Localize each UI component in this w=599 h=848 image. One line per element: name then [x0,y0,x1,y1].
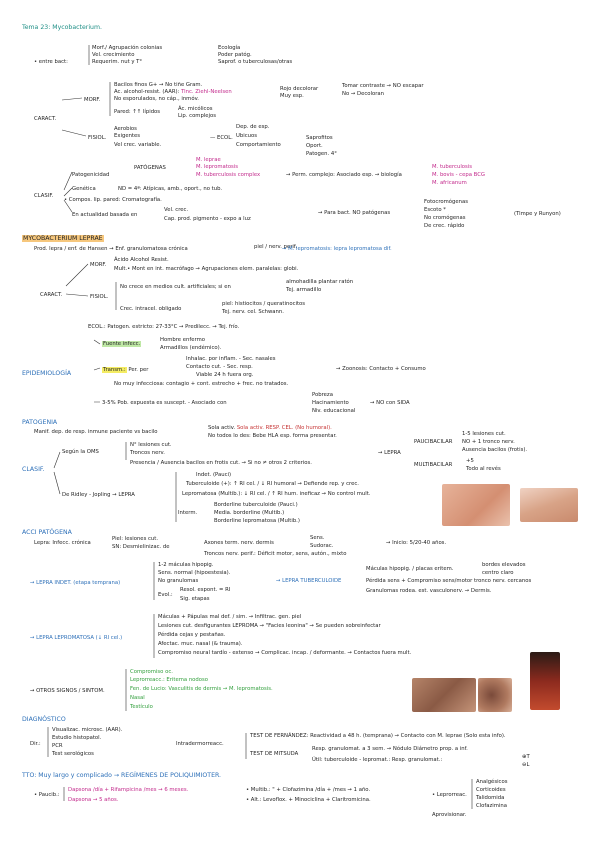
zn-item: Muy esp. [280,93,304,99]
multi-item: Todo al revés [466,466,501,472]
lepro-item: Pérdida cejas y pestañas. [158,632,226,638]
mitsuda-label: TEST DE MITSUDA [250,751,299,757]
ridley-item: Tuberculoide (+): ↑ RI cel. / ↓ RI humoral → Defiende rep. y crec. [186,481,359,487]
lepra-fisiol2: Crec. intracel. obligado [120,306,182,312]
fisiol-item: Vel crec. variable. [114,142,162,148]
acci-lepra: Lepra: Infecc. crónica [34,540,91,546]
fernandez-note: TEST DE FERNÁNDEZ: Reactividad a 48 h. (temprana) → Contacto con M. leprae (Solo esta info). [250,733,506,739]
vel-item: Vel. crec. [164,207,189,213]
tuber-item: Granulomas rodea. est. vasculonerv. → Dermis. [366,588,492,594]
tto-leprorreac: • Leprorreac. [432,792,467,798]
intro-label: • entre bact: [34,59,68,65]
tto-pauci-item: Dapsona /día + Rifampicina /mes → 6 meses. [68,787,189,793]
evol-item: Sig. etapas [180,596,210,602]
mitsuda-item: Resp. granulomat. a 3 sem. → Nódulo Diámetro prop. a inf. [312,746,468,752]
zn-item2: No → Decoloran [342,91,384,97]
lipid-item: Lip. complejos [178,113,217,119]
ecol-item: Ubicuos [236,133,257,139]
lepra-prod: Prod. lepra / enf. de Hansen → Enf. granulomatosa crónica [34,246,188,252]
indet-item: 1-2 máculas hipopig. [158,562,214,568]
lepra-fisiol1b: almohadilla plantar ratón [286,279,354,285]
tto-label: TTO: Muy largo y complicado → REGÍMENES DE POLIQUIMIOTER. [22,772,222,779]
lepro-label: → LEPRA LEPROMATOSA (↓ RI cel.) [30,635,123,641]
morf-label: MORF. [84,97,101,103]
lepra-fisiol1b: Tej. armadillo [286,287,322,293]
tto-pauci-item: Dapsona → 5 años. [68,797,119,803]
dir-item: Estudio histopatol. [52,735,102,741]
dir-item: PCR [52,743,63,749]
no-muy-note: No muy infecciosa: contagio + cont. estrecho + frec. no tratados. [114,381,289,387]
fisiol-label: FISIOL. [88,135,107,141]
genetica: Genética [72,186,96,192]
indet-label: → LEPRA INDET. (etapa temprana) [30,580,121,586]
patogenas: PATÓGENAS [134,165,166,171]
lepra-morf-label: MORF. [90,262,107,268]
intro-item: Poder patóg. [218,52,252,58]
zoonosis-note: → Zoonosis: Contacto + Consumo [336,366,426,372]
leprorreac-item: Talidomida [476,795,505,801]
troncos-note: Troncos nerv. perif.: Déficit motor, sens, autón., mixto [204,551,347,557]
otros-item: Fen. de Lucio: Vasculitis de dermis → M. lepromatosis. [130,686,273,692]
epidemio-label: EPIDEMIOLOGÍA [22,370,72,377]
dir-item: Test serológicos [52,751,94,757]
runyon-item: Escoto * [424,207,446,213]
vel-item: Cap. prod. pigmento - expo a luz [164,216,251,222]
pauci-item: Ausencia bacilos (frotis). [462,447,528,453]
morf-item: Pared: ↑↑ lípidos [114,109,161,115]
clasif2-label: CLASIF. [22,466,45,473]
intro-item: Morf./ Agrupación colonias [92,45,163,51]
pauci-item: NO + 1 tronco nerv. [462,439,515,445]
pauci-label: PAUCIBACILAR [414,439,453,445]
interm-label: Interm. [178,510,198,516]
fisiol-item: Aerobios [114,126,137,132]
axones-item: Sudorac. [310,543,334,549]
mitsuda-res: ⊖L [522,762,530,768]
pauci-item: 1-5 lesiones cut. [462,431,506,437]
caract-label: CARACT. [34,116,57,122]
tuber-label: → LEPRA TUBERCULOIDE [276,578,342,584]
pob-item: Pobreza [312,392,333,398]
ridley-item: Indet. (Pauci) [196,472,232,478]
ridley-item: Borderline tuberculoide (Pauci.) [214,502,298,508]
lepro-item: Máculas + Pápulas mal def. / sim. → Infiltrac. gen. piel [158,614,302,620]
dir-item: Visualizac. microsc. (AAR). [52,727,123,733]
axones-item: Sens. [310,535,325,541]
tbc-item: M. tuberculosis [432,164,473,170]
lepra-fisiol2b: Tej. nerv. cel. Schwann. [222,309,284,315]
lepra-morf-item: Ácido Alcohol Resist. [114,257,169,263]
pob-item: Niv. educacional [312,408,356,414]
lepra-label: → LEPRA [378,450,401,456]
patogenicidad: Patogenicidad [72,172,110,178]
lipid-item: Ác. micólicos [178,106,213,112]
morf-item: Ac. alcohol-resist. (AAR): Tinc. Ziehl-Neelsen [114,89,232,95]
tuber-item: Pérdida sens + Compromiso sens/motor tronco nerv. cercanos [366,578,532,584]
presencia-note: Presencia / Ausencia bacilos en frotis cut. → Si no ≠ otros 2 criterios. [130,460,312,466]
intradermo-label: Intradermorreacc. [176,741,224,747]
lepra-ecol: ECOL.: Patogen. estricto: 27-33°C → Predilecc. → Tej. frío. [88,324,240,330]
inhal-item: Contacto cut. - Sec. resp. [186,364,253,370]
acci-item: SN: Desmielinizac. de [112,544,170,550]
multi-item: +5 [466,458,474,464]
complex-note: → Perm. complejo: Asociado esp. → biología [286,172,402,178]
lepro-item: Lesiones cut. desfigurantes LEPROMA → "Facies leonina" → Se pueden sobreinfectar [158,623,381,629]
tbc-item: M. bovis - cepa BCG [432,172,485,178]
pob-item: Hacinamiento [312,400,349,406]
tto-alt: • Alt.: Levoflox. + Minociclina + Claritromicina. [246,797,371,803]
multi-label: MULTIBACILAR [414,462,453,468]
no-patogenos: → Para bact. NO patógenas [318,210,391,216]
indet-item: No granulomas [158,578,199,584]
lepromatosis-note: → M. lepromatosis: lepra lepromatosa dif. [282,246,392,252]
intro-item: Saprof. o tuberculosas/otras [218,59,293,65]
lepro-item: Afectac. muc. nasal (& trauma). [158,641,243,647]
transm-label: Transm.: Per. per [103,367,149,373]
runyon-item: De crec. rápido [424,223,465,229]
bordes-item: bordes elevados [482,562,526,568]
runyon-item: No cromógenas [424,215,466,221]
pob-note: 3-5% Pob. expuesta es suscept. - Asociado con [102,400,227,406]
otros-item: Leprorreacc.: Eritema nodoso [130,677,209,683]
runyon-label: (Timpe y Runyon) [514,211,561,217]
ziehl-label: Tinc. Ziehl-Neelsen [181,89,232,95]
evol-item: Resol. espont. = RI [180,587,231,593]
morf-item: No esporulados, no cáp., inmóv. [114,96,199,102]
leprorreac-item: Corticoides [476,787,506,793]
lepra-header: MYCOBACTERIUM LEPRAE [23,235,103,242]
intro-item: Vel. crecimiento [92,52,135,58]
manif-item: Sola activ. Sola activ. RESP. CEL. (No humoral). [208,425,332,431]
comport-item: Patogen. 4° [306,151,337,157]
indet-item: Sens. normal (hipoestesia). [158,570,231,576]
patog-item: M. tuberculosis complex [196,172,261,178]
ecol-item: Comportamiento [236,142,281,148]
page-title: Tema 23: Mycobacterium. [22,24,102,31]
morf-item: Bacilos finos G+ → No tiñe Gram. [114,82,203,88]
leprorreac-item: Clofazimina [476,803,508,809]
patog-item: M. lepromatosis [196,164,239,170]
tto-pauci: • Paucib.: [34,792,60,798]
inicio-note: → Inicio: 5/20-40 años. [386,540,447,546]
ridley-item: Borderline lepromatosa (Multib.) [214,518,300,524]
fuente-label: Fuente infecc. [103,341,141,347]
runyon-item: Fotocromógenas [424,199,469,205]
tuber-item: Máculas hipopig. / placas eritem. [366,566,454,572]
ridley-item: Lepromatosa (Multib.): ↓ RI cel. / ↑ RI hum. ineficaz → No control mult. [182,491,371,497]
lepra-fisiol1: No crece en medios cult. artificiales; si en [120,284,231,290]
dir-label: Dir.: [30,741,41,747]
otros-item: Nasal [130,695,145,701]
oms-item: Troncos nerv. [130,450,165,456]
fisiol-item: Exigentes [114,133,141,139]
tto-aprovisionar: Aprovisionar. [432,812,467,818]
diag-label: DIAGNÓSTICO [22,716,66,723]
lepra-caract-label: CARACT. [40,292,63,298]
manif-note: Manif. dep. de resp. inmune paciente vs bacilo [34,429,158,435]
intro-item: Ecología [218,45,241,51]
patogenia-label: PATOGENIA [22,419,58,426]
segun-label: Según la OMS [62,449,99,455]
lepro-item: Compromiso neural tardío - extenso → Complicac. incap. / deformante. → Contactos fuera mult. [158,650,412,656]
comport-item: Oport. [306,143,323,149]
tbc-item: M. africanum [432,180,467,186]
bordes-item: centro claro [482,570,514,576]
axones: Axones term. nerv. dermis [204,540,274,546]
oms-item: N° lesiones cut. [130,442,172,448]
leprorreac-item: Analgésicos [476,779,508,785]
ecol-item: Dep. de esp. [236,124,270,130]
ecol-label: — ECOL. [210,135,233,141]
ridley-item: Media. borderline (Multib.) [214,510,285,516]
actualidad: En actualidad basada en [72,212,138,218]
nd-note: ND = 4ª: Atípicas, amb., oport., no tub. [118,186,223,192]
sida-note: → NO con SIDA [370,400,410,406]
lepra-fisiol2b: piel: histiocitos / queratinocitos [222,301,306,307]
ridley-label: De Ridley - Jopling → LEPRA [62,492,135,498]
comport-item: Saprofitos [306,135,333,141]
tto-multib: • Multib.: " + Clofazimina /día + /mes → 1 año. [246,787,371,793]
otros-label: → OTROS SIGNOS / SINTOM. [30,688,105,694]
compos-note: • Compos. lip. pared: Cromatografía. [64,197,162,203]
indet-item: Evol.: [158,592,173,598]
acci-item: Piel: lesiones cut. [112,536,159,542]
lepra-morf-item: Mult.• Mont en int. macrófago → Agrupaciones elem. paralelas: globi. [114,266,299,272]
inhal-item: Inhalac. por inflam. - Sec. nasales [186,356,276,362]
clasif-label: CLASIF. [34,193,54,199]
lepra-prod2: piel / nerv. perif. [254,244,298,250]
inhal-item: Viable 24 h fuera org. [196,372,254,378]
zn-item2: Tomar contraste → NO escapar [342,83,424,89]
mitsuda-res: ⊕T [522,754,530,760]
fuente-item: Hombre enfermo [160,337,205,343]
intro-item: Requerim. nut y T° [92,59,143,65]
mitsuda-item: Útil: tuberculoide - lepromat.: Resp. granulomat.: [312,757,443,763]
zn-item: Rojo decolorar [280,86,319,92]
otros-item: Testículo [130,704,153,710]
fuente-item: Armadillos (endémico). [160,345,222,351]
otros-item: Compromiso oc. [130,669,173,675]
lepra-fisiol-label: FISIOL. [90,294,109,300]
patog-item: M. leprae [196,157,221,163]
manif-item: No todos lo des: Bebe HLA esp. forma presentar. [208,433,337,439]
acci-label: ACCI PATÓGENA [22,529,72,536]
